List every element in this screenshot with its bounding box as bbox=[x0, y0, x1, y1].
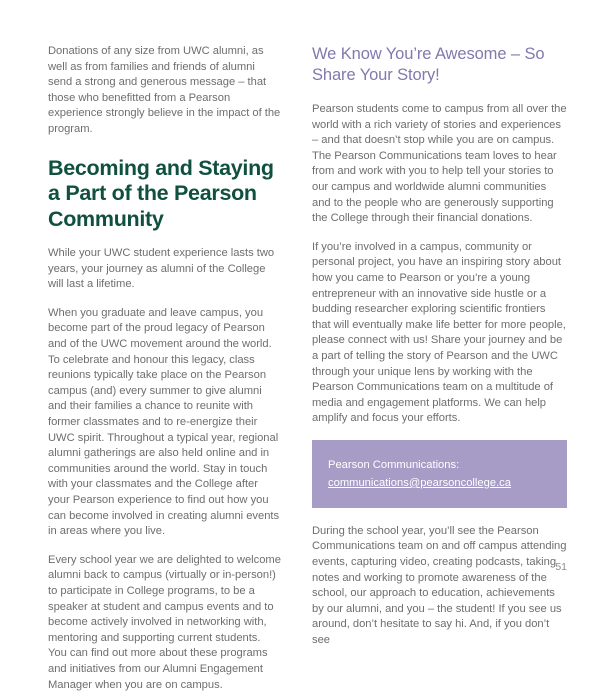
left-paragraph-2: When you graduate and leave campus, you become part of the proud legacy of Pearson and of the UWC movement around the world. To celebrate and honour this legacy, class reunions typically take place on the Pearson campus (and) every summer to give alumni and their families a chance to reunite with former classmates and to re-energize their UWC spirit. Throughout a typical year, regional alumni gatherings are also held online and in communities around the world. Stay in touch with your classmates and the College after your Pearson experience to find out how you can become involved in creating alumni events in areas where you live. bbox=[48, 306, 280, 538]
right-paragraph-1: Pearson students come to campus from all over the world with a rich variety of stories and experiences – and that doesn’t stop while you are on campus. The Pearson Communications team loves to hear from and work with you to help tell your stories to our campus and worldwide alumni communities and to the people who are generously supporting the College through their financial donations. bbox=[312, 103, 567, 225]
section-heading-we-know-youre-awesome: We Know You’re Awesome – So Share Your Story! bbox=[312, 45, 545, 84]
section-heading-becoming-and-staying: Becoming and Staying a Part of the Pearson Community bbox=[48, 155, 274, 231]
intro-paragraph: Donations of any size from UWC alumni, as well as from families and friends of alumni send a strong and generous message – that those who benefitted from a Pearson experience strongly believe in the impact of the program. bbox=[48, 45, 281, 135]
right-paragraph-3: During the school year, you’ll see the Pearson Communications team on and off campus attending events, capturing video, creating podcasts, taking notes and working to promote awareness of the school, our approach to education, achievements by our alumni, and you – the student! If you see us around, don’t hesitate to say hi. And, if you don’t see bbox=[312, 524, 567, 647]
communications-email-link[interactable]: communications@pearsoncollege.ca bbox=[328, 476, 511, 489]
two-column-layout bbox=[0, 44, 600, 693]
right-paragraph-2: If you’re involved in a campus, community or personal project, you have an inspiring story about how you came to Pearson or you’re a young entrepreneur with an innovative side hustle or a budding researcher exploring scientific frontiers that will eventually make life better for more people, please connect with us! Share your journey and be a part of telling the story of Pearson and the UWC through your unique lens by working with the Pearson Communications team on a multitude of media and engagement platforms. We can help amplify and focus your efforts. bbox=[312, 240, 566, 425]
right-column bbox=[300, 44, 600, 693]
left-paragraph-1: While your UWC student experience lasts two years, your journey as alumni of the College will last a lifetime. bbox=[48, 247, 275, 291]
left-column bbox=[0, 44, 300, 693]
left-paragraph-3: Every school year we are delighted to welcome alumni back to campus (virtually or in-person!) to participate in College programs, to be a speaker at student and campus events and to become actively involved in networking with, mentoring and supporting current students. You can find out more about these programs and initiatives from our Alumni Engagement Manager when you are on campus. bbox=[48, 553, 281, 691]
page-number: 51 bbox=[555, 561, 567, 573]
contact-callout-box bbox=[312, 440, 567, 508]
callout-label: Pearson Communications: bbox=[328, 458, 460, 471]
